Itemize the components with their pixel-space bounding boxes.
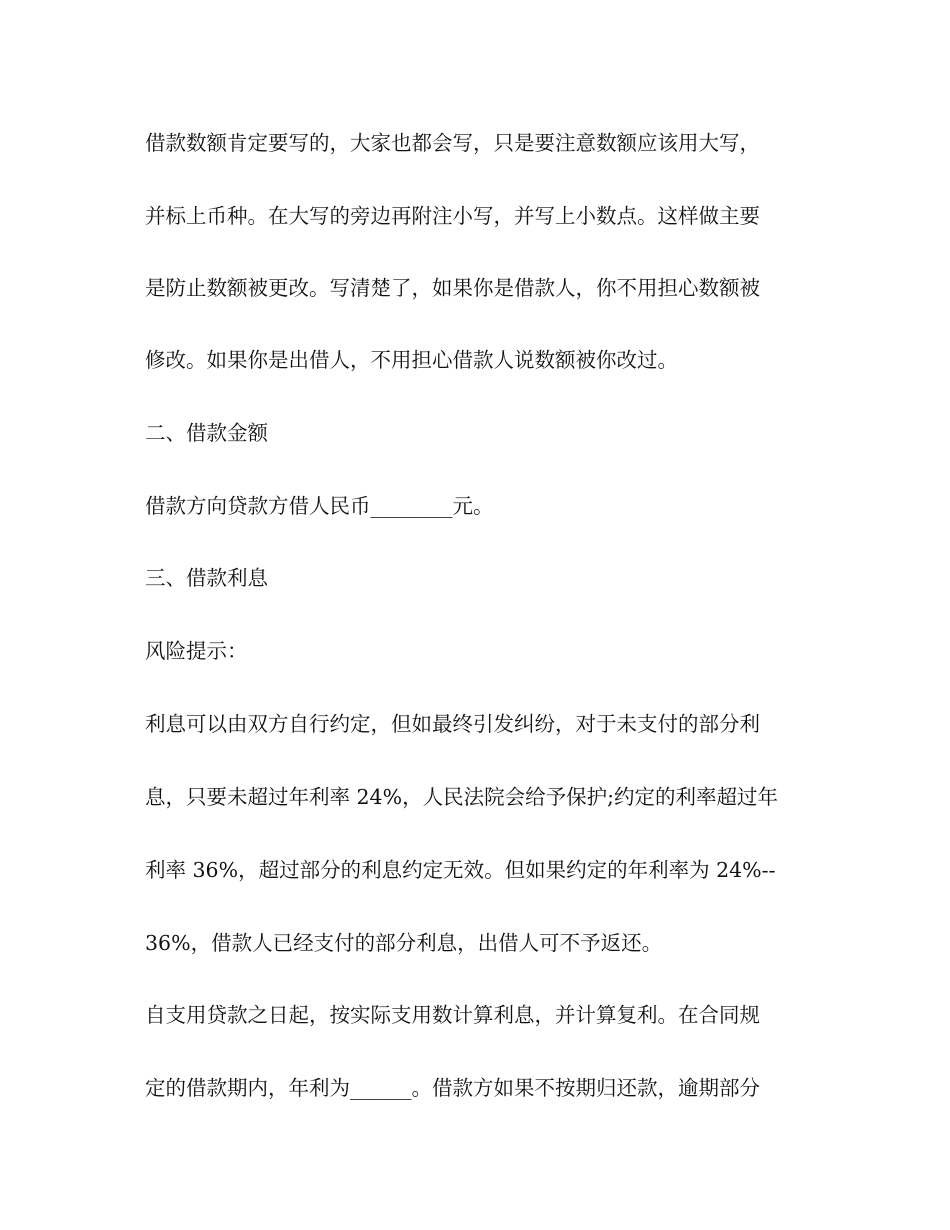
paragraph-line: 借款方向贷款方借人民币________元。 [145, 494, 494, 518]
risk-notice-label: 风险提示： [145, 639, 248, 663]
paragraph-line: 利息可以由双方自行约定，但如最终引发纠纷，对于未支付的部分利 [145, 712, 760, 736]
section-heading-loan-amount: 二、借款金额 [145, 421, 268, 445]
paragraph-line: 并标上币种。在大写的旁边再附注小写，并写上小数点。这样做主要 [145, 204, 760, 228]
paragraph-line: 定的借款期内，年利为______。借款方如果不按期归还款，逾期部分 [145, 1076, 760, 1100]
paragraph-line: 息，只要未超过年利率 24%，人民法院会给予保护;约定的利率超过年 [145, 785, 778, 809]
paragraph-line: 自支用贷款之日起，按实际支用数计算利息，并计算复利。在合同规 [145, 1003, 760, 1027]
paragraph-line: 是防止数额被更改。写清楚了，如果你是借款人，你不用担心数额被 [145, 276, 760, 300]
paragraph-line: 借款数额肯定要写的，大家也都会写，只是要注意数额应该用大写， [145, 131, 760, 155]
section-heading-loan-interest: 三、借款利息 [145, 566, 268, 590]
paragraph-line: 36%，借款人已经支付的部分利息，出借人可不予返还。 [145, 931, 663, 955]
paragraph-line: 修改。如果你是出借人，不用担心借款人说数额被你改过。 [145, 348, 678, 372]
paragraph-line: 利率 36%，超过部分的利息约定无效。但如果约定的年利率为 24%-- [145, 858, 776, 882]
